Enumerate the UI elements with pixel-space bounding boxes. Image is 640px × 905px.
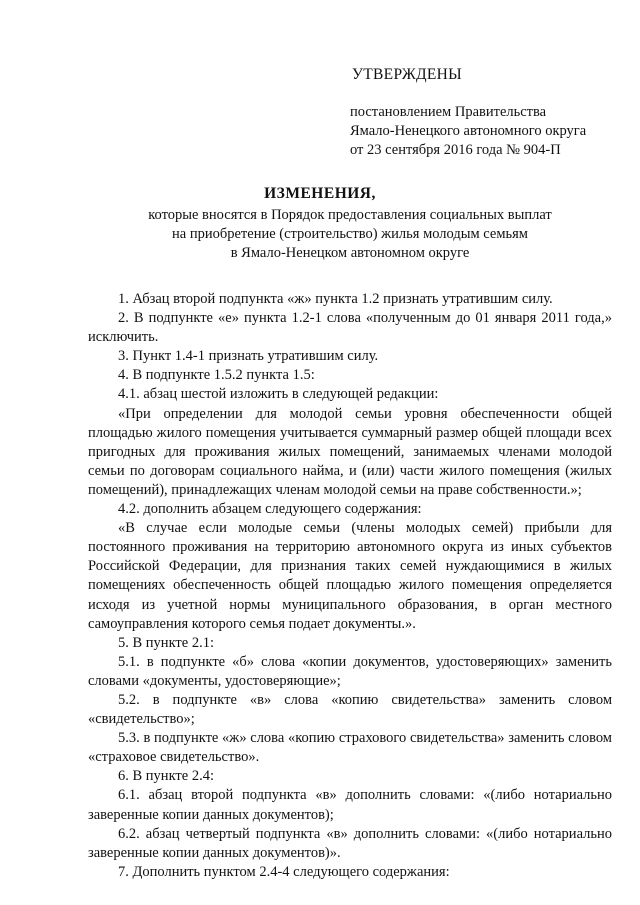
document-title: ИЗМЕНЕНИЯ,	[264, 185, 376, 202]
paragraph-4-1: 4.1. абзац шестой изложить в следующей редакции:	[118, 386, 439, 403]
approval-line-2: Ямало-Ненецкого автономного округа	[350, 123, 587, 139]
subtitle-line-1: которые вносятся в Порядок предоставления социальных выплат	[148, 207, 552, 223]
paragraph-6-1: 6.1. абзац второй подпункта «в» дополнить словами: «(либо нотариально заверенные копии данных документов);	[88, 787, 612, 823]
paragraph-4-1-text: «При определении для молодой семьи уровня обеспеченности общей площадью жилого помещения учитывается суммарный размер общей площади всех пригодных для проживания жилых помещений, занимаемых членами молодой семьи по договорам социального найма, и (или) части жилого помещения (жилых помещений), принадлежащих членам молодой семьи на праве собственности.»;	[88, 405, 612, 498]
paragraph-2: 2. В подпункте «е» пункта 1.2-1 слова «полученным до 01 января 2011 года,» исключить.	[88, 310, 612, 346]
paragraph-6-2: 6.2. абзац четвертый подпункта «в» дополнить словами: «(либо нотариально заверенные копии данных документов)».	[88, 825, 612, 861]
approval-line-3: от 23 сентября 2016 года № 904-П	[350, 142, 561, 158]
approval-heading: УТВЕРЖДЕНЫ	[352, 66, 462, 83]
paragraph-5: 5. В пункте 2.1:	[118, 634, 214, 651]
paragraph-5-1: 5.1. в подпункте «б» слова «копии документов, удостоверяющих» заменить словами «документы, удостоверяющие»;	[88, 653, 612, 689]
paragraph-1: 1. Абзац второй подпункта «ж» пункта 1.2 признать утратившим силу.	[118, 291, 553, 307]
paragraph-6: 6. В пункте 2.4:	[118, 768, 214, 785]
subtitle-line-3: в Ямало-Ненецком автономном округе	[230, 245, 470, 261]
paragraph-3: 3. Пункт 1.4-1 признать утратившим силу.	[118, 348, 379, 365]
paragraph-4: 4. В подпункте 1.5.2 пункта 1.5:	[118, 367, 315, 384]
paragraph-4-2: 4.2. дополнить абзацем следующего содержания:	[118, 501, 422, 518]
document-subtitle	[0, 206, 640, 263]
paragraph-5-3: 5.3. в подпункте «ж» слова «копию страхового свидетельства» заменить словом «страховое свидетельство».	[88, 730, 612, 766]
paragraph-5-2: 5.2. в подпункте «в» слова «копию свидетельства» заменить словом «свидетельство»;	[88, 691, 612, 728]
paragraph-4-2-text: «В случае если молодые семьи (члены молодых семей) прибыли для постоянного проживания на территорию автономного округа из иных субъектов Российской Федерации, для признания таких семей нуждающимися в жилых помещениях обеспеченность общей площадью жилого помещения определяется исходя из учетной нормы муниципального образования, в орган местного самоуправления которого семья подает документы.».	[88, 520, 612, 632]
document-body	[88, 290, 612, 882]
approval-line-1: постановлением Правительства	[350, 104, 547, 120]
approval-block	[350, 103, 586, 160]
paragraph-7: 7. Дополнить пунктом 2.4-4 следующего содержания:	[118, 863, 450, 880]
subtitle-line-2: на приобретение (строительство) жилья молодым семьям	[172, 226, 528, 242]
